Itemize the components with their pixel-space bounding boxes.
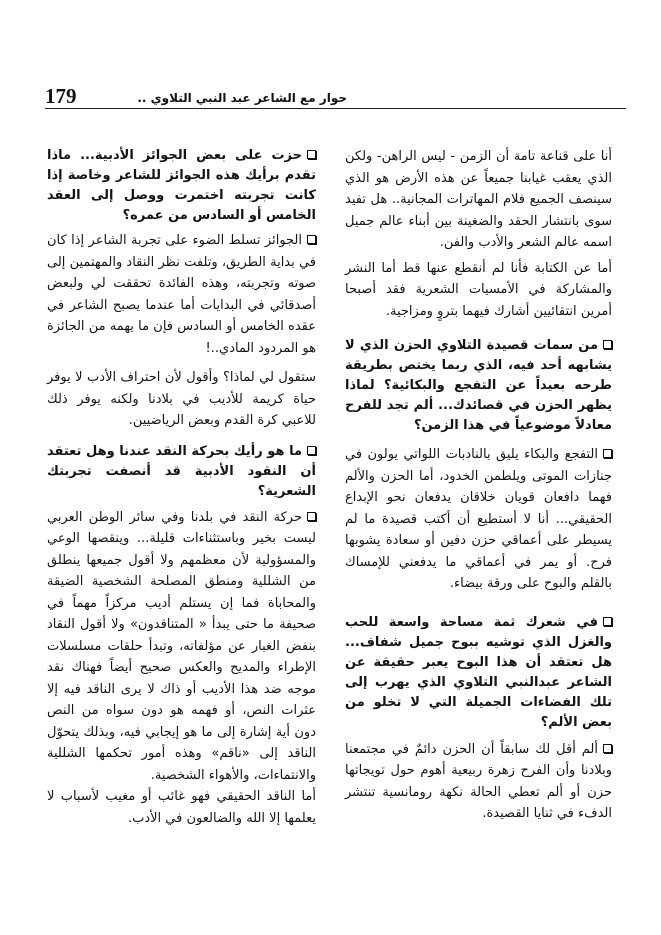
answer-text: حركة النقد في بلدنا وفي سائر الوطن العربي ليست بخير وباستثناءات قليلة... وينقصها الوعي والمسؤولية لأن معظمهم ولا أقول جميعها ينطلق من الشللية ومنطق المصلحة الشخصية الضيقة والمحاباة فما إن يستلم أديب مركزاً مهماً في صحيفة ما حتى يبدأ « المتناقدون» ولا أقول النقاد بنفض الغبار عن مؤلفاته، وتبدأ حلقات مسلسلات الإطراء والمديح والعكس صحيح أيضاً فهناك نقد موجه ضد هذا الأديب أو ذاك لا يرى الناقد فيه إلا عثرات النص، أو فهمه هو دون سواه من النص دون أية إشارة إلى ما هو إيجابي فيه، وبذلك يتحوّل الناقد إلى «ناقم» وهذه أمور تحكمها الشللية والانتماءات، والأهواء الشخصية. [47, 509, 316, 783]
interview-answer [47, 507, 316, 787]
header-divider [45, 108, 626, 109]
square-bullet-icon [603, 617, 612, 626]
square-bullet-icon [603, 340, 612, 349]
question-text: حزت على بعض الجوائز الأدبية... ماذا تقدم برأيك هذه الجوائز للشاعر وخاصة إذا كانت تجربته اختمرت ووصل إلى العقد الخامس أو السادس من عمره؟ [47, 148, 316, 223]
interview-answer [345, 739, 612, 825]
interview-answer [47, 230, 316, 359]
answer-text: ألم أقل لك سابقاً أن الحزن دائمٌ في مجتمعنا وبلادنا وأن الفرح زهرة ربيعية أهوم حول تويجاتها حزن أو ألم تعطي الحالة نكهة رومانسية تنتشر الدفء في ثنايا القصيدة. [345, 741, 612, 821]
running-title: حوار مع الشاعر عبد النبي التلاوي .. [137, 91, 347, 105]
question-text: ما هو رأيك بحركة النقد عندنا وهل تعتقد أن النقود الأدبية قد أنصفت تجربتك الشعرية؟ [47, 443, 316, 499]
right-column [345, 146, 612, 825]
square-bullet-icon [307, 235, 316, 244]
body-paragraph: أما الناقد الحقيقي فهو غائب أو مغيب لأسباب لا يعلمها إلا الله والضالعون في الأدب. [47, 789, 316, 826]
body-paragraph: ستقول لي لماذا؟ وأقول لأن احتراف الأدب لا يوفر حياة كريمة للأديب في بلادنا ولكنه يوفر ذلك للاعبي كرة القدم وبعض الرياضيين. [47, 370, 316, 428]
interview-question [345, 336, 612, 436]
interview-question [47, 442, 316, 502]
square-bullet-icon [603, 744, 612, 753]
interview-question [345, 613, 612, 733]
square-bullet-icon [307, 446, 316, 455]
square-bullet-icon [307, 512, 316, 521]
square-bullet-icon [603, 449, 612, 458]
answer-text: التفجع والبكاء يليق بالنادبات اللواتي يولون في جنازات الموتى ويلطمن الخدود، أما الحزن والألم فهما دافعان قويان خلاقان يدفعان نحو الإبداع الحقيقي... أنا لا أستطيع أن أكتب قصيدة ما لم يسيطر على أعماقي حزن دفين أو سعادة يشوبها فرح. أو يمر في أعماقي ما يدفعني للإمساك بالقلم والبوح على ورقة بيضاء. [345, 447, 612, 591]
question-text: في شعرك ثمة مساحة واسعة للحب والغزل الذي توشيه ببوح جميل شفاف... هل تعتقد أن هذا البوح يعبر حقيقة عن الشاعر عبدالنبي التلاوي الذي يهرب إلى تلك الفضاءات الجميلة التي لا تخلو من بعض الألم؟ [345, 614, 612, 730]
body-paragraph: أنا على قناعة تامة أن الزمن - ليس الراهن- ولكن الذي يعقب غيابنا جميعاً عن هذه الأرض هو الذي سينصف الجميع فلام المهاترات المجانية.. هل تفيد سوى بانتشار الحقد والضغينة بين أبناء عالم جميل اسمه عالم الشعر والأدب والفن. [345, 149, 612, 250]
left-column [47, 146, 316, 829]
body-paragraph: أما عن الكتابة فأنا لم أنقطع عنها قط أما النشر والمشاركة في الأمسيات الشعرية فقد أصبحا أمرين انتقائيين أشارك فيهما بتروٍ ومزاجية. [345, 260, 612, 319]
interview-question [47, 146, 316, 226]
question-text: من سمات قصيدة التلاوي الحزن الذي لا يشابهه أحد فيه، الذي ربما يختص بطريقة طرحه بعيداً عن التفجع والبكائية؟ لماذا يظهر الحزن في قصائدك... ألم تجد للفرح معادلاً موضوعياً في هذا الزمن؟ [345, 338, 612, 433]
page-number: 179 [45, 84, 77, 108]
interview-answer [345, 444, 612, 595]
square-bullet-icon [307, 150, 316, 159]
answer-text: الجوائز تسلط الضوء على تجربة الشاعر إذا كان في بداية الطريق، وتلفت نظر النقاد والمهتمين إلى صوته وتجربته، وهذه الفائدة تحققت لي ولبعض أصدقائي في البدايات أما عندما يصبح الشاعر في عقده الخامس أو السادس فإن ما يهمه من الجائزة هو المردود المادي..! [47, 233, 316, 356]
